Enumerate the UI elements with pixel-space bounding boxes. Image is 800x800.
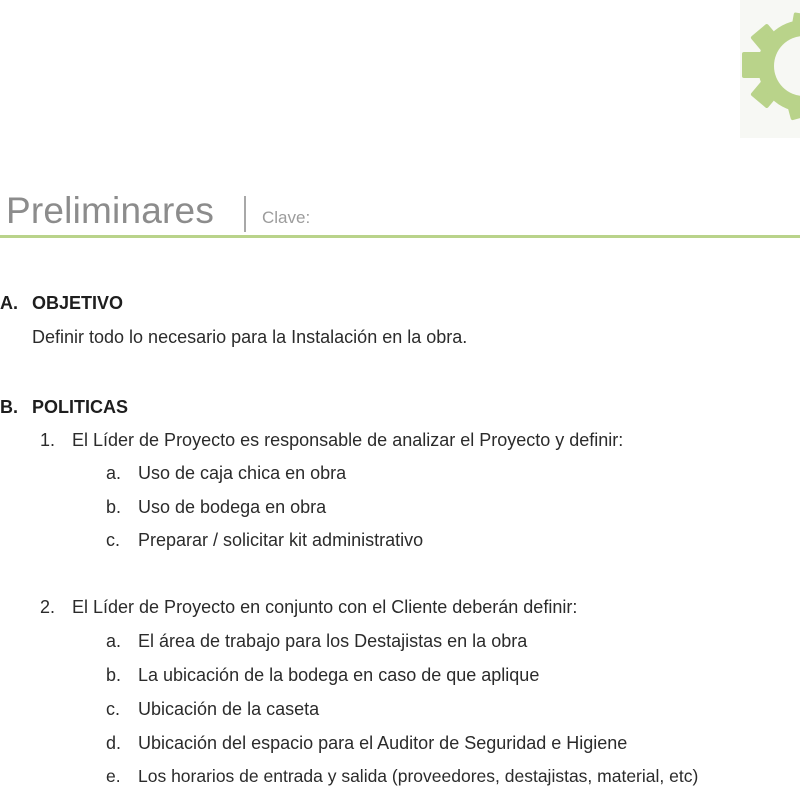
item-text: El Líder de Proyecto en conjunto con el Cliente deberán definir: xyxy=(72,597,578,617)
list-item-letter: a. xyxy=(106,631,122,651)
list-item-letter: b. xyxy=(106,665,122,685)
company-logo xyxy=(740,0,800,138)
list-item-text: La ubicación de la bodega en caso de que aplique xyxy=(138,665,540,685)
section-letter: B. xyxy=(0,397,18,417)
list-item-text: Uso de bodega en obra xyxy=(138,497,327,517)
list-item-text: Uso de caja chica en obra xyxy=(138,463,347,483)
page-title: Preliminares xyxy=(6,190,215,231)
list-item-text: El área de trabajo para los Destajistas en la obra xyxy=(138,631,528,651)
section-letter: A. xyxy=(0,293,18,313)
list-item-letter: e. xyxy=(106,766,121,786)
section-title: POLITICAS xyxy=(32,397,129,417)
objetivo-text: Definir todo lo necesario para la Instalación en la obra. xyxy=(32,327,468,347)
list-item-text: Ubicación de la caseta xyxy=(138,699,320,719)
list-item-letter: c. xyxy=(106,530,121,550)
header-divider xyxy=(0,235,800,238)
item-number: 2. xyxy=(40,597,56,617)
list-item-letter: d. xyxy=(106,733,122,753)
clave-label: Clave: xyxy=(262,208,311,227)
list-item-text: Ubicación del espacio para el Auditor de Seguridad e Higiene xyxy=(138,733,628,753)
item-number: 1. xyxy=(40,430,56,450)
document-header xyxy=(0,186,800,238)
item-text: El Líder de Proyecto es responsable de analizar el Proyecto y definir: xyxy=(72,430,624,450)
section-title: OBJETIVO xyxy=(32,293,124,313)
list-item-text: Preparar / solicitar kit administrativo xyxy=(138,530,424,550)
list-item-letter: b. xyxy=(106,497,122,517)
list-item-letter: c. xyxy=(106,699,121,719)
list-item-letter: a. xyxy=(106,463,122,483)
gear-icon xyxy=(740,0,800,138)
list-item-text: Los horarios de entrada y salida (proveedores, destajistas, material, etc) xyxy=(138,766,699,786)
title-separator xyxy=(244,196,246,232)
